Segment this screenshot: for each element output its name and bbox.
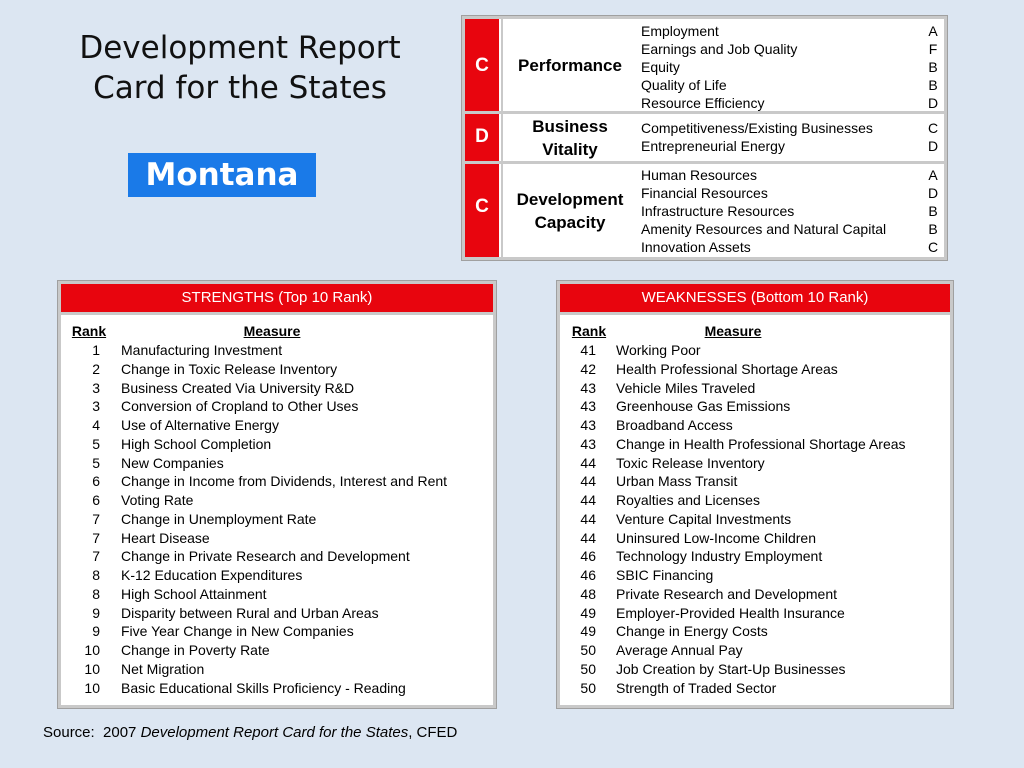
table-row <box>61 622 493 641</box>
grade-item <box>641 137 941 155</box>
grade-area-label <box>501 114 637 161</box>
rank-cell: 50 <box>580 679 596 696</box>
table-row <box>61 397 493 416</box>
grade-row-development-capacity <box>465 164 944 257</box>
grade-row-performance <box>465 19 944 111</box>
grade-area-text: Development <box>516 189 624 209</box>
grade-item <box>641 202 941 220</box>
measure-cell: Job Creation by Start-Up Businesses <box>616 660 846 677</box>
grade-item-grade: B <box>928 59 938 75</box>
page-title <box>40 28 440 108</box>
table-row <box>61 416 493 435</box>
rank-cell: 2 <box>92 360 100 377</box>
rank-cell: 4 <box>92 417 100 433</box>
rank-cell: 48 <box>580 585 596 602</box>
table-row <box>560 529 950 548</box>
measure-cell: Manufacturing Investment <box>121 342 283 358</box>
table-row <box>560 585 950 604</box>
table-row <box>61 472 493 491</box>
rank-cell: 5 <box>92 435 100 452</box>
table-row <box>61 660 493 679</box>
title-line-1: Development Report <box>79 30 401 66</box>
grade-item-grade: C <box>927 239 939 255</box>
measure-cell: Working Poor <box>616 342 701 358</box>
rank-cell: 49 <box>580 623 596 640</box>
strengths-title: STRENGTHS (Top 10 Rank) <box>61 284 493 312</box>
grade-item <box>641 119 941 137</box>
table-row <box>560 604 950 623</box>
grade-item-grade: C <box>927 120 939 136</box>
grade-area-text: Business <box>532 116 608 136</box>
rank-cell: 5 <box>92 454 100 471</box>
grade-item-name: Innovation Assets <box>641 239 751 255</box>
rank-cell: 8 <box>92 567 100 583</box>
table-row <box>61 360 493 379</box>
grade-item-grade: B <box>928 77 938 93</box>
table-row <box>61 679 493 698</box>
table-row <box>61 529 493 548</box>
table-row <box>560 622 950 641</box>
grade-item-name: Competitiveness/Existing Businesses <box>641 120 873 136</box>
rank-cell: 41 <box>580 342 596 358</box>
measure-cell: Business Created Via University R&D <box>121 379 355 396</box>
measure-cell: SBIC Financing <box>616 567 714 583</box>
grade-item <box>641 58 941 76</box>
rank-cell: 6 <box>92 492 100 508</box>
measure-cell: Voting Rate <box>121 492 194 508</box>
grade-item-grade: D <box>927 95 939 111</box>
measure-cell: Change in Unemployment Rate <box>121 510 317 527</box>
measure-cell: Change in Health Professional Shortage Areas <box>616 435 906 452</box>
table-row <box>61 510 493 529</box>
weaknesses-title: WEAKNESSES (Bottom 10 Rank) <box>560 284 950 312</box>
rank-cell: 50 <box>580 660 596 677</box>
table-row <box>61 547 493 566</box>
table-row <box>560 341 950 360</box>
strengths-panel <box>57 280 497 709</box>
table-row <box>61 491 493 510</box>
table-row <box>560 566 950 585</box>
measure-cell: Net Migration <box>121 660 205 677</box>
strengths-header-row <box>61 321 493 341</box>
grade-item <box>641 166 941 184</box>
rank-cell: 10 <box>84 679 100 696</box>
table-row <box>560 679 950 698</box>
grade-item-list <box>641 22 941 112</box>
rank-cell: 44 <box>580 454 596 471</box>
rank-cell: 43 <box>580 398 596 415</box>
title-line-2: Card for the States <box>93 70 387 106</box>
grade-row-business-vitality <box>465 114 944 161</box>
source-suffix: , CFED <box>408 724 458 741</box>
grade-item-grade: B <box>928 203 938 219</box>
measure-cell: Average Annual Pay <box>616 642 743 658</box>
measure-cell: Five Year Change in New Companies <box>121 623 354 640</box>
rank-cell: 10 <box>84 660 100 677</box>
rank-cell: 46 <box>580 567 596 583</box>
table-row <box>560 397 950 416</box>
grade-item-name: Human Resources <box>641 167 757 183</box>
grade-item-name: Resource Efficiency <box>641 95 765 111</box>
rank-cell: 8 <box>92 585 100 602</box>
rank-cell: 3 <box>92 379 100 396</box>
strengths-list <box>61 315 493 705</box>
measure-column-header: Measure <box>243 323 301 339</box>
measure-cell: Basic Educational Skills Proficiency - Reading <box>121 679 406 696</box>
rank-cell: 50 <box>580 642 596 658</box>
table-row <box>560 641 950 660</box>
table-row <box>61 379 493 398</box>
rank-cell: 7 <box>92 548 100 565</box>
grade-letter: C <box>465 164 499 257</box>
measure-cell: Change in Poverty Rate <box>121 642 270 658</box>
measure-cell: Disparity between Rural and Urban Areas <box>121 604 379 621</box>
source-note <box>43 724 457 741</box>
measure-cell: Heart Disease <box>121 529 210 546</box>
rank-cell: 3 <box>92 398 100 415</box>
weaknesses-rows <box>560 341 950 697</box>
measure-cell: Toxic Release Inventory <box>616 454 765 471</box>
measure-cell: Royalties and Licenses <box>616 492 760 508</box>
measure-cell: K-12 Education Expenditures <box>121 567 303 583</box>
rank-cell: 44 <box>580 529 596 546</box>
weaknesses-panel <box>556 280 954 709</box>
table-row <box>560 435 950 454</box>
measure-cell: Use of Alternative Energy <box>121 417 279 433</box>
grade-item-grade: A <box>928 167 938 183</box>
grade-letter: D <box>465 114 499 161</box>
grade-item-grade: D <box>927 185 939 201</box>
table-row <box>560 379 950 398</box>
grade-item-grade: D <box>927 138 939 154</box>
grade-area-label <box>501 19 637 111</box>
measure-cell: New Companies <box>121 454 224 471</box>
grade-item-list <box>641 166 941 256</box>
grade-area-label <box>501 164 637 257</box>
table-row <box>61 566 493 585</box>
rank-cell: 6 <box>92 473 100 490</box>
rank-cell: 44 <box>580 510 596 527</box>
rank-cell: 43 <box>580 435 596 452</box>
grade-item-name: Employment <box>641 23 719 39</box>
source-title: Development Report Card for the States <box>140 724 409 741</box>
measure-cell: Urban Mass Transit <box>616 473 738 490</box>
measure-cell: Venture Capital Investments <box>616 510 792 527</box>
rank-cell: 44 <box>580 492 596 508</box>
grade-item-name: Entrepreneurial Energy <box>641 138 785 154</box>
measure-cell: Vehicle Miles Traveled <box>616 379 756 396</box>
table-row <box>61 604 493 623</box>
grade-item-grade: A <box>928 23 938 39</box>
measure-cell: High School Attainment <box>121 585 267 602</box>
table-row <box>560 454 950 473</box>
table-row <box>61 341 493 360</box>
measure-cell: Private Research and Development <box>616 585 838 602</box>
grade-card <box>461 15 948 261</box>
grade-area-text: Performance <box>518 55 622 75</box>
grade-item-name: Quality of Life <box>641 77 727 93</box>
measure-cell: Change in Private Research and Development <box>121 548 410 565</box>
measure-cell: Uninsured Low-Income Children <box>616 529 816 546</box>
table-row <box>560 547 950 566</box>
grade-item <box>641 22 941 40</box>
table-row <box>560 472 950 491</box>
grade-item-name: Infrastructure Resources <box>641 203 795 219</box>
grade-item <box>641 40 941 58</box>
measure-cell: Conversion of Cropland to Other Uses <box>121 398 359 415</box>
weaknesses-list <box>560 315 950 705</box>
table-row <box>560 416 950 435</box>
table-row <box>560 491 950 510</box>
grade-item-name: Financial Resources <box>641 185 768 201</box>
rank-cell: 10 <box>84 642 100 658</box>
table-row <box>61 435 493 454</box>
grade-item-name: Equity <box>641 59 680 75</box>
measure-cell: Greenhouse Gas Emissions <box>616 398 791 415</box>
grade-item <box>641 220 941 238</box>
rank-cell: 43 <box>580 379 596 396</box>
rank-column-header: Rank <box>571 323 607 339</box>
table-row <box>560 660 950 679</box>
measure-cell: Employer-Provided Health Insurance <box>616 604 845 621</box>
measure-cell: High School Completion <box>121 435 272 452</box>
state-badge: Montana <box>128 153 316 197</box>
grade-item <box>641 238 941 256</box>
measure-cell: Broadband Access <box>616 417 733 433</box>
grade-area-text: Vitality <box>542 139 598 159</box>
table-row <box>61 454 493 473</box>
grade-letter: C <box>465 19 499 111</box>
strengths-rows <box>61 341 493 697</box>
grade-item <box>641 76 941 94</box>
measure-cell: Health Professional Shortage Areas <box>616 360 838 377</box>
grade-item-name: Earnings and Job Quality <box>641 41 798 57</box>
table-row <box>61 585 493 604</box>
grade-item-name: Amenity Resources and Natural Capital <box>641 221 887 237</box>
source-prefix: Source: 2007 <box>43 724 141 741</box>
measure-cell: Change in Energy Costs <box>616 623 768 640</box>
measure-cell: Change in Toxic Release Inventory <box>121 360 338 377</box>
rank-cell: 49 <box>580 604 596 621</box>
table-row <box>560 360 950 379</box>
grade-area-text: Capacity <box>534 212 606 232</box>
weaknesses-header-row <box>560 321 950 341</box>
rank-cell: 43 <box>580 417 596 433</box>
grade-item <box>641 94 941 112</box>
grade-item-grade: F <box>928 41 938 57</box>
rank-cell: 46 <box>580 548 596 565</box>
grade-item-list <box>641 119 941 155</box>
measure-cell: Change in Income from Dividends, Interest and Rent <box>121 473 448 490</box>
rank-cell: 44 <box>580 473 596 490</box>
rank-cell: 7 <box>92 510 100 527</box>
rank-cell: 9 <box>92 623 100 640</box>
measure-column-header: Measure <box>704 323 762 339</box>
measure-cell: Technology Industry Employment <box>616 548 823 565</box>
measure-cell: Strength of Traded Sector <box>616 679 777 696</box>
grade-item <box>641 184 941 202</box>
grade-item-grade: B <box>928 221 938 237</box>
table-row <box>560 510 950 529</box>
rank-cell: 1 <box>92 342 100 358</box>
rank-cell: 7 <box>92 529 100 546</box>
rank-cell: 9 <box>92 604 100 621</box>
rank-column-header: Rank <box>71 323 107 339</box>
table-row <box>61 641 493 660</box>
rank-cell: 42 <box>580 360 596 377</box>
